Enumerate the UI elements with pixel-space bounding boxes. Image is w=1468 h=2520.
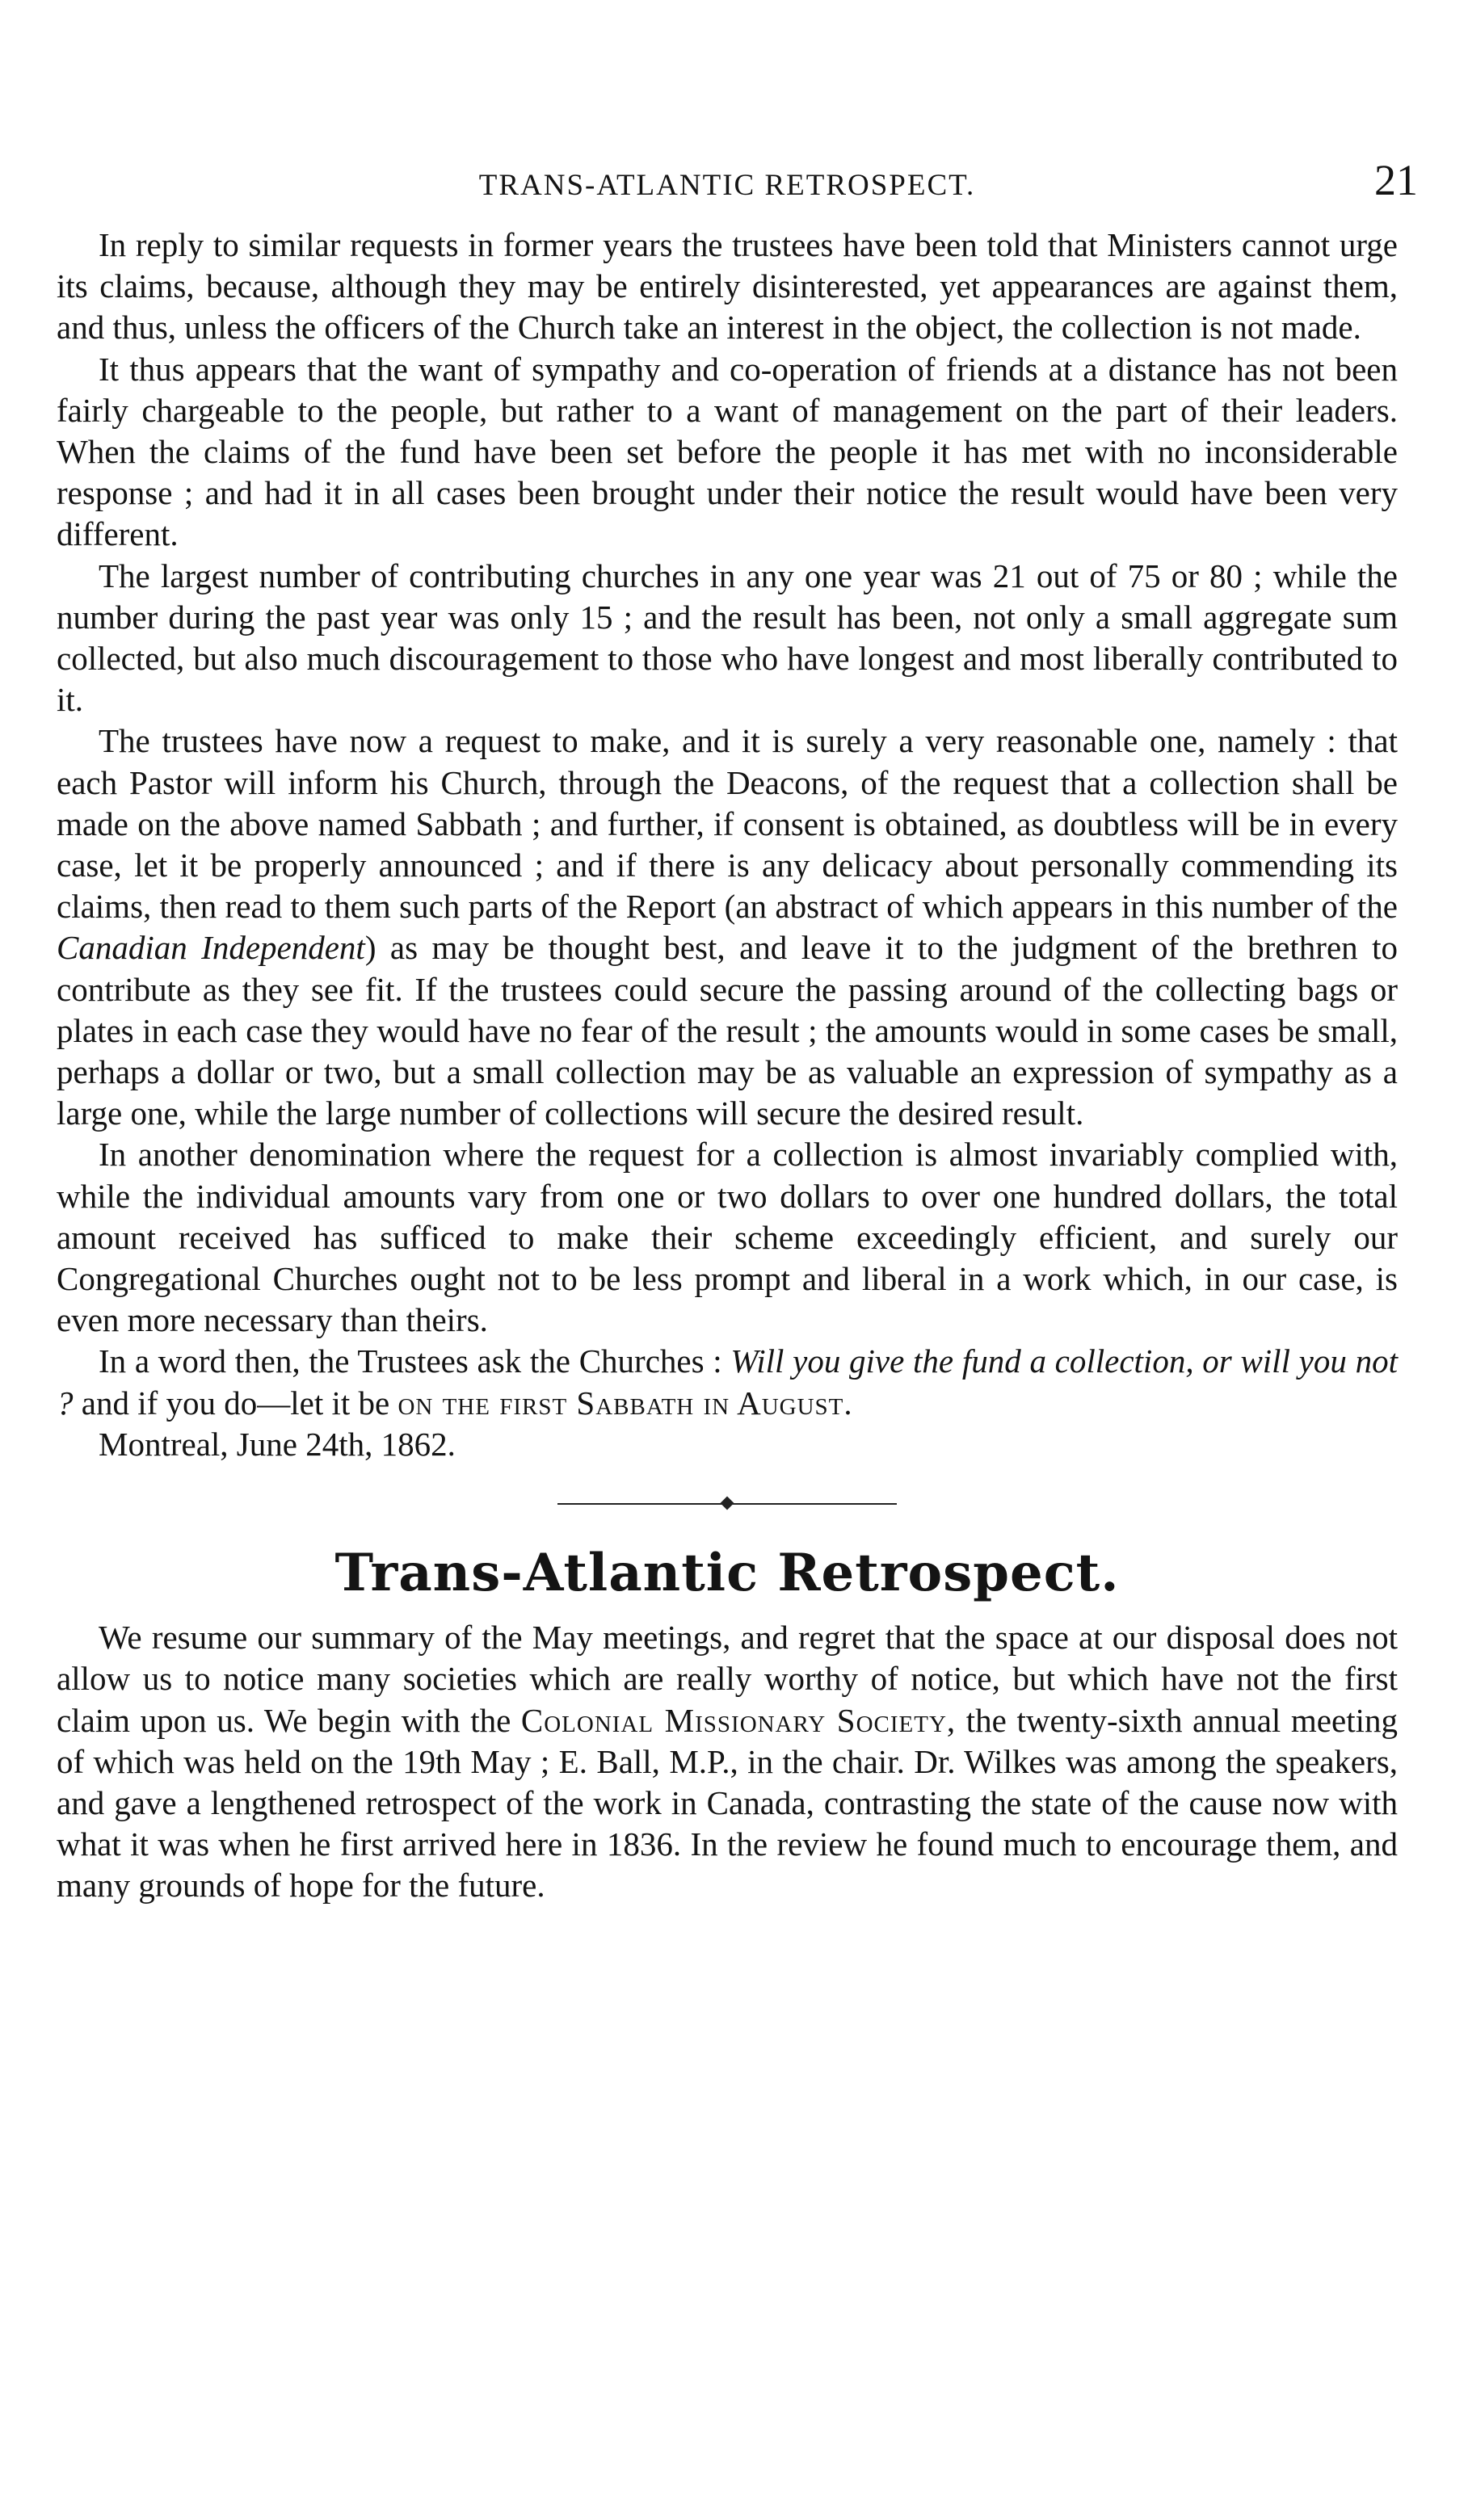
section-paragraph-text: We resume our summary of the May meetings, and regret that the space at our disposal does not allow us to notice many societies which are really worthy of notice, but which have not the first claim upon us. We begin with the (57, 1619, 1398, 1739)
running-head (57, 121, 1418, 204)
page (57, 121, 1418, 1907)
society-name: Colonial Missionary Society, (520, 1701, 957, 1739)
paragraph-5: In another denomination where the request for a collection is almost invariably complied with, while the individual amounts vary from one or two dollars to over one hundred dollars, the total amount received has sufficed to make their scheme exceedingly efficient, and surely our Congregational Churches ought not to be less prompt and liberal in a work which, in our case, is even more necessary than theirs. (57, 1136, 1398, 1339)
paragraph-2: It thus appears that the want of sympathy and co-operation of friends at a distance has not been fairly chargeable to the people, but rather to a want of management on the part of their leaders. When the claims of the fund have been set before the people it has met with no inconsiderable response ; and had it in all cases been brought under their notice the result would have been very different. (57, 350, 1398, 553)
paragraph-4-text-end: ) as may be thought best, and leave it to the judgment of the brethren to contribute as they see fit. If the trustees could secure the passing around of the collecting bags or plates in each case they would have no fear of the result ; the amounts would in some cases be small, perhaps a dollar or two, but a small collection may be as valuable an expression of sympathy as a large one, while the large number of collections will secure the desired result. (57, 929, 1398, 1132)
paragraph-1: In reply to similar requests in former years the trustees have been told that Ministers cannot urge its claims, because, although they may be entirely disinterested, yet appearances are against them, and thus, unless the officers of the Church take an interest in the object, the collection is not made. (57, 226, 1398, 346)
paragraph-3: The largest number of contributing churches in any one year was 21 out of 75 or 80 ; while the number during the past year was only 15 ; and the result has been, not only a small aggregate sum collected, but also much discouragement to those who have longest and most liberally contributed to it. (57, 556, 1398, 719)
article-body (57, 225, 1398, 1907)
running-title: TRANS-ATLANTIC RETROSPECT. (478, 169, 976, 202)
paragraph-6 (57, 1341, 1398, 1423)
periodical-title: Canadian Independent (57, 929, 365, 967)
divider-ornament-icon (721, 1497, 734, 1510)
paragraph-4 (57, 720, 1398, 1134)
section-paragraph-text-end: the twenty-sixth annual meeting of which was held on the 19th May ; E. Ball, M.P., in the chair. Dr. Wilkes was among the speakers, and gave a lengthened retrospect of the work in Canada, contrasting the state of the cause now with what it was when he first arrived here in 1836. In the review he found much to encourage them, and many grounds of hope for the future. (57, 1701, 1398, 1905)
paragraph-6-middle: and if you do—let it be (73, 1384, 398, 1422)
dateline: Montreal, June 24th, 1862. (99, 1425, 456, 1463)
paragraph-4-text: The trustees have now a request to make, and it is surely a very reasonable one, namely : that each Pastor will inform his Church, through the Deacons, of the request that a collection shall be made on the above named Sabbath ; and further, if consent is obtained, as doubtless will be in every case, let it be properly announced ; and if there is any delicacy about personally commending its claims, then read to them such parts of the Report (an abstract of which appears in this number of the (57, 722, 1398, 926)
section-paragraph-1 (57, 1617, 1398, 1906)
paragraph-6-text: In a word then, the Trustees ask the Churches : (99, 1342, 731, 1380)
section-title: Trans-Atlantic Retrospect. (334, 1543, 1120, 1604)
section-divider (557, 1496, 897, 1512)
question-italic: Will you give the fund a collection, or will you not ? (57, 1342, 1398, 1422)
collection-date: on the first Sabbath in August. (397, 1384, 853, 1422)
page-number: 21 (1374, 156, 1418, 204)
